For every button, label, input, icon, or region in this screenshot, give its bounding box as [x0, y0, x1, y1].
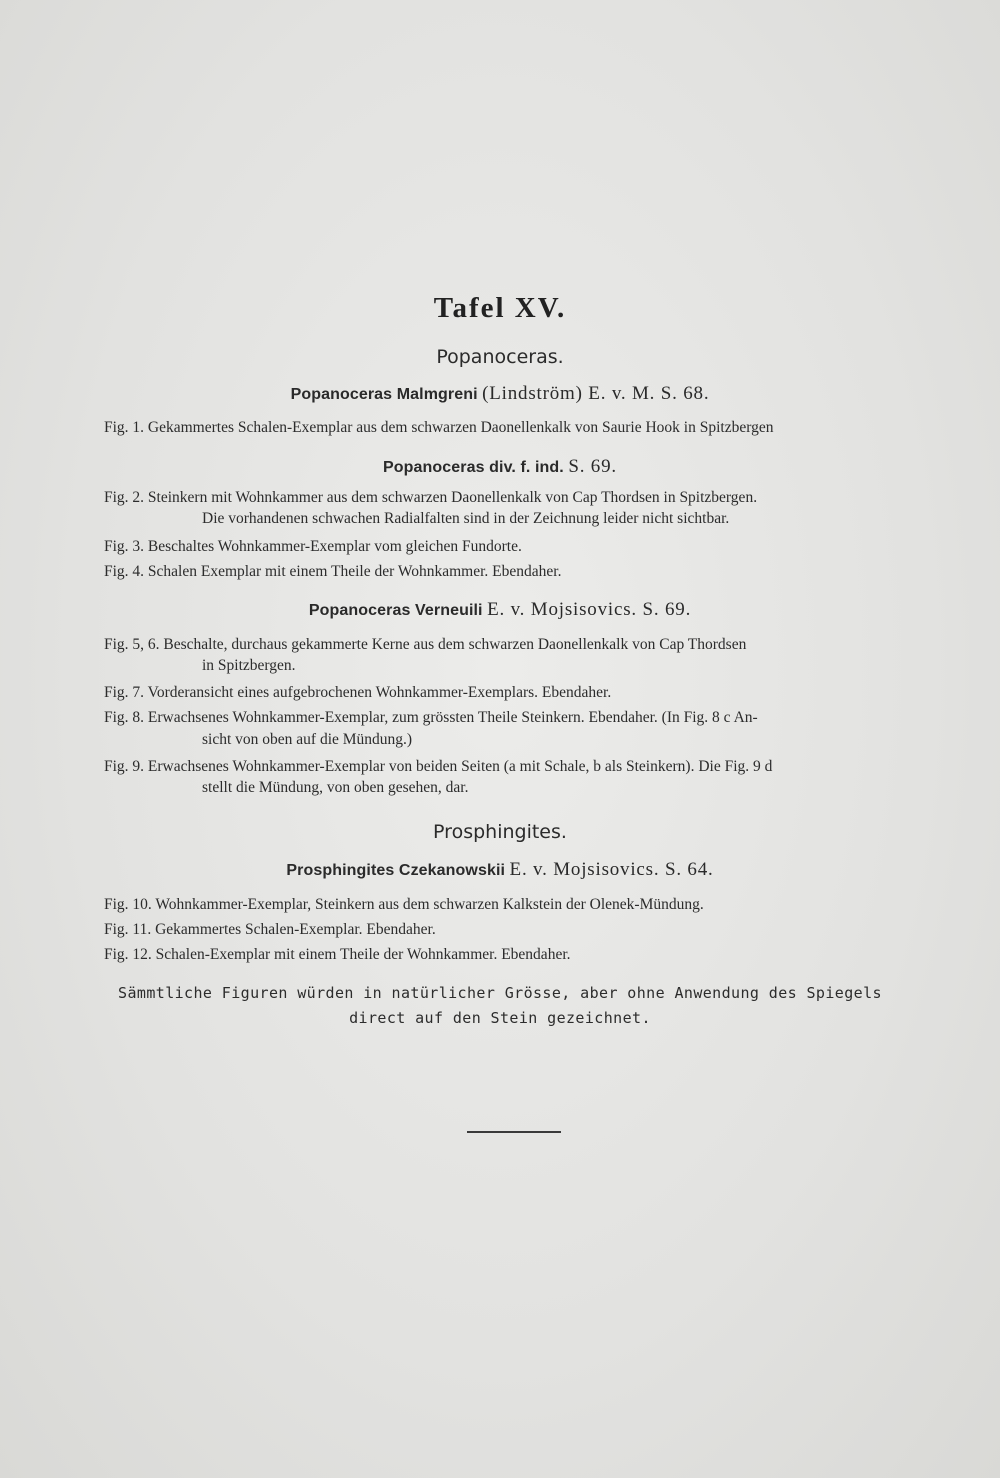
species-heading	[0, 383, 1000, 405]
section-title-prosphingites: Prosphingites.	[433, 821, 567, 843]
species-author: E. v. Mojsisovics. S. 69.	[487, 599, 692, 620]
species-heading	[0, 859, 1000, 881]
figure-caption: Fig. 7. Vorderansicht eines aufgebrochenen Wohnkammer-Exemplars. Ebendaher.	[104, 684, 612, 701]
section-title-popanoceras: Popanoceras.	[436, 346, 564, 368]
species-name: Popanoceras Malmgreni	[290, 386, 478, 403]
figure-caption-continuation: in Spitzbergen.	[202, 657, 296, 674]
species-author: (Lindström) E. v. M. S. 68.	[482, 383, 710, 404]
species-heading	[0, 599, 1000, 621]
figure-caption: Fig. 3. Beschaltes Wohnkammer-Exemplar vom gleichen Fundorte.	[104, 538, 522, 555]
species-name: Prosphingites Czekanowskii	[286, 862, 506, 879]
figure-caption: Fig. 8. Erwachsenes Wohnkammer-Exemplar, zum grössten Theile Steinkern. Ebendaher. (In Fig. 8 c An-	[104, 709, 758, 726]
figure-caption: Fig. 5, 6. Beschalte, durchaus gekammerte Kerne aus dem schwarzen Daonellenkalk von Cap Thordsen	[104, 636, 747, 653]
figure-caption-continuation: sicht von oben auf die Mündung.)	[202, 731, 413, 748]
figure-caption-continuation: stellt die Mündung, von oben gesehen, dar.	[202, 779, 469, 796]
figure-caption: Fig. 12. Schalen-Exemplar mit einem Theile der Wohnkammer. Ebendaher.	[104, 946, 571, 963]
closing-note-line-1: Sämmtliche Figuren würden in natürlicher Grösse, aber ohne Anwendung des Spiegels	[118, 984, 882, 1002]
figure-caption: Fig. 11. Gekammertes Schalen-Exemplar. Ebendaher.	[104, 921, 436, 938]
species-heading	[0, 456, 1000, 478]
species-name: Popanoceras div. f. ind.	[383, 459, 564, 476]
closing-note-line-2: direct auf den Stein gezeichnet.	[349, 1009, 651, 1027]
figure-caption: Fig. 10. Wohnkammer-Exemplar, Steinkern aus dem schwarzen Kalkstein der Olenek-Mündung.	[104, 896, 704, 913]
plate-title: Tafel XV.	[433, 292, 567, 324]
figure-caption: Fig. 2. Steinkern mit Wohnkammer aus dem schwarzen Daonellenkalk von Cap Thordsen in Spitzbergen.	[104, 489, 758, 506]
end-rule	[467, 1131, 561, 1133]
species-author: E. v. Mojsisovics. S. 64.	[509, 859, 714, 880]
figure-caption: Fig. 1. Gekammertes Schalen-Exemplar aus dem schwarzen Daonellenkalk von Saurie Hook in Spitzbergen	[104, 419, 774, 436]
figure-caption-continuation: Die vorhandenen schwachen Radialfalten sind in der Zeichnung leider nicht sichtbar.	[202, 510, 730, 527]
figure-caption: Fig. 4. Schalen Exemplar mit einem Theile der Wohnkammer. Ebendaher.	[104, 563, 562, 580]
species-name: Popanoceras Verneuili	[308, 602, 483, 619]
species-author: S. 69.	[568, 456, 617, 477]
figure-caption: Fig. 9. Erwachsenes Wohnkammer-Exemplar von beiden Seiten (a mit Schale, b als Steinkern). Die Fig. 9 d	[104, 758, 773, 775]
